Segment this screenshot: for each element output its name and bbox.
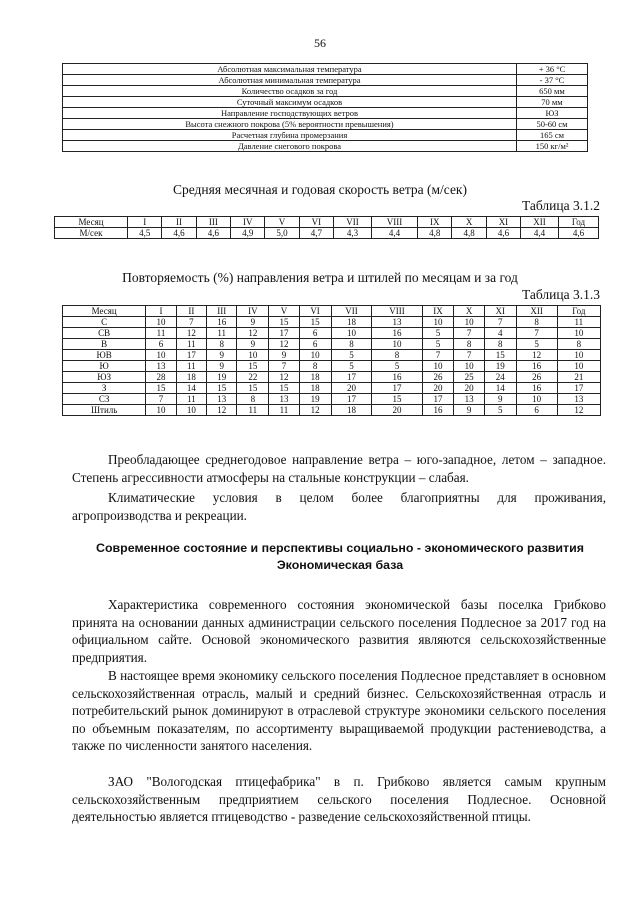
table-cell: 19 bbox=[299, 394, 331, 405]
table-cell: 10 bbox=[331, 328, 372, 339]
table-cell: ЮЗ bbox=[63, 372, 146, 383]
table-cell: 24 bbox=[484, 372, 516, 383]
table-cell: 19 bbox=[207, 372, 237, 383]
table-cell: 6 bbox=[299, 339, 331, 350]
table-cell: 15 bbox=[207, 383, 237, 394]
table-cell: 4,9 bbox=[231, 228, 265, 239]
repeatability-title: Повторяемость (%) направления ветра и штилей по месяцам и за год bbox=[122, 270, 518, 285]
table-row bbox=[63, 108, 588, 119]
table-cell: 20 bbox=[454, 383, 484, 394]
table-cell: 20 bbox=[372, 405, 422, 416]
table-cell: VIII bbox=[372, 306, 422, 317]
table-cell: 7 bbox=[484, 317, 516, 328]
table-cell: XI bbox=[486, 217, 520, 228]
table-cell: 10 bbox=[146, 405, 176, 416]
table-cell: 6 bbox=[299, 328, 331, 339]
table-cell: 8 bbox=[372, 350, 422, 361]
table-row bbox=[63, 339, 601, 350]
table-cell: 10 bbox=[422, 361, 454, 372]
table-cell: 5,0 bbox=[265, 228, 299, 239]
table-header-row bbox=[55, 217, 599, 228]
table-cell: 15 bbox=[372, 394, 422, 405]
table-cell: СВ bbox=[63, 328, 146, 339]
table-cell: 5 bbox=[372, 361, 422, 372]
table-cell: З bbox=[63, 383, 146, 394]
table-cell: 8 bbox=[207, 339, 237, 350]
table-cell: 15 bbox=[484, 350, 516, 361]
table-row bbox=[63, 383, 601, 394]
table-cell: 13 bbox=[207, 394, 237, 405]
table-cell: 21 bbox=[557, 372, 600, 383]
table-cell: V bbox=[265, 217, 299, 228]
subsection-heading: Экономическая база bbox=[276, 558, 404, 572]
table-cell: 50-60 см bbox=[517, 119, 588, 130]
table-cell: 12 bbox=[237, 328, 269, 339]
table-cell: 7 bbox=[269, 361, 299, 372]
paragraph-text: Преобладающее среднегодовое направление ветра – юго-западное, летом – западное. Степень агрессивности атмосферы на стальные конструкции – слабая. bbox=[72, 452, 606, 485]
table-cell: Суточный максимум осадков bbox=[63, 97, 517, 108]
table-cell: Абсолютная минимальная температура bbox=[63, 75, 517, 86]
table-cell: 70 мм bbox=[517, 97, 588, 108]
table-cell: 5 bbox=[422, 328, 454, 339]
table-cell: Штиль bbox=[63, 405, 146, 416]
table-cell: 12 bbox=[516, 350, 557, 361]
table-cell: 7 bbox=[422, 350, 454, 361]
table-cell: IX bbox=[422, 306, 454, 317]
table-cell: 17 bbox=[331, 372, 372, 383]
table-row bbox=[63, 119, 588, 130]
table-cell: 8 bbox=[516, 317, 557, 328]
table-cell: Количество осадков за год bbox=[63, 86, 517, 97]
table-row bbox=[63, 141, 588, 152]
table-cell: 7 bbox=[516, 328, 557, 339]
table-cell: 18 bbox=[299, 383, 331, 394]
table-cell: 12 bbox=[269, 372, 299, 383]
table-cell: 11 bbox=[269, 405, 299, 416]
table-cell: 25 bbox=[454, 372, 484, 383]
table-cell: 7 bbox=[176, 317, 206, 328]
climate-table bbox=[62, 63, 588, 152]
table-cell: 17 bbox=[422, 394, 454, 405]
table-cell: 4,6 bbox=[486, 228, 520, 239]
table-cell: Месяц bbox=[55, 217, 128, 228]
table-row bbox=[63, 350, 601, 361]
table-cell: 4,6 bbox=[162, 228, 196, 239]
table-cell: 4,4 bbox=[371, 228, 417, 239]
table-cell: 17 bbox=[372, 383, 422, 394]
table-cell: 11 bbox=[207, 328, 237, 339]
table-cell: 12 bbox=[207, 405, 237, 416]
table-cell: 13 bbox=[454, 394, 484, 405]
table-cell: 11 bbox=[176, 361, 206, 372]
section-heading: Современное состояние и перспективы социально - экономического развития bbox=[96, 541, 584, 555]
repeatability-table bbox=[62, 305, 601, 416]
table-cell: VI bbox=[299, 217, 333, 228]
table-cell: IV bbox=[231, 217, 265, 228]
table-cell: 10 bbox=[557, 361, 600, 372]
table-cell: 8 bbox=[299, 361, 331, 372]
table-cell: 4,3 bbox=[334, 228, 372, 239]
table-row bbox=[63, 130, 588, 141]
table-cell: Абсолютная максимальная температура bbox=[63, 64, 517, 75]
page-number: 56 bbox=[314, 36, 326, 50]
wind-speed-table-label: Таблица 3.1.2 bbox=[522, 198, 600, 213]
table-header-row bbox=[63, 306, 601, 317]
table-cell: 5 bbox=[331, 361, 372, 372]
paragraph bbox=[72, 596, 606, 666]
table-cell: 5 bbox=[484, 405, 516, 416]
table-cell: 17 bbox=[557, 383, 600, 394]
table-cell: 6 bbox=[146, 339, 176, 350]
table-cell: 4,6 bbox=[196, 228, 230, 239]
table-cell: II bbox=[162, 217, 196, 228]
table-cell: 9 bbox=[269, 350, 299, 361]
table-cell: V bbox=[269, 306, 299, 317]
table-cell: VII bbox=[334, 217, 372, 228]
table-cell: 4,5 bbox=[128, 228, 162, 239]
table-cell: 20 bbox=[422, 383, 454, 394]
table-cell: 17 bbox=[331, 394, 372, 405]
table-cell: Направление господствующих ветров bbox=[63, 108, 517, 119]
table-cell: VI bbox=[299, 306, 331, 317]
table-cell: 26 bbox=[516, 372, 557, 383]
table-cell: IV bbox=[237, 306, 269, 317]
table-cell: В bbox=[63, 339, 146, 350]
table-cell: 15 bbox=[269, 383, 299, 394]
table-cell: 14 bbox=[484, 383, 516, 394]
table-row bbox=[63, 394, 601, 405]
table-row bbox=[63, 97, 588, 108]
table-cell: 13 bbox=[146, 361, 176, 372]
table-cell: 10 bbox=[454, 361, 484, 372]
table-cell: 8 bbox=[331, 339, 372, 350]
paragraph-text: Характеристика современного состояния экономической базы поселка Грибково принята на основании данных администрации сельского поселения Подлесное за 2017 год на официальном сайте. Основой экономического развития являются сельскохозяйственные предприятия. bbox=[72, 597, 606, 665]
table-cell: 13 bbox=[557, 394, 600, 405]
table-cell: 10 bbox=[557, 328, 600, 339]
table-cell: IX bbox=[418, 217, 452, 228]
table-cell: 11 bbox=[557, 317, 600, 328]
table-cell: 10 bbox=[176, 405, 206, 416]
table-row bbox=[63, 361, 601, 372]
paragraph bbox=[72, 773, 606, 826]
table-cell: 16 bbox=[372, 372, 422, 383]
table-cell: XII bbox=[516, 306, 557, 317]
table-cell: 650 мм bbox=[517, 86, 588, 97]
table-cell: 11 bbox=[237, 405, 269, 416]
table-cell: 12 bbox=[299, 405, 331, 416]
table-cell: 15 bbox=[269, 317, 299, 328]
table-row bbox=[63, 86, 588, 97]
wind-speed-table bbox=[54, 216, 599, 239]
table-cell: 10 bbox=[454, 317, 484, 328]
table-cell: 150 кг/м² bbox=[517, 141, 588, 152]
table-cell: 19 bbox=[484, 361, 516, 372]
table-cell: XI bbox=[484, 306, 516, 317]
table-cell: 9 bbox=[484, 394, 516, 405]
table-cell: 5 bbox=[516, 339, 557, 350]
table-cell: 11 bbox=[176, 394, 206, 405]
table-row bbox=[63, 328, 601, 339]
table-cell: II bbox=[176, 306, 206, 317]
table-cell: 165 см bbox=[517, 130, 588, 141]
table-cell: 4,6 bbox=[558, 228, 598, 239]
table-cell: 4,8 bbox=[418, 228, 452, 239]
table-cell: 11 bbox=[146, 328, 176, 339]
table-row bbox=[63, 405, 601, 416]
table-cell: 18 bbox=[331, 317, 372, 328]
table-row bbox=[63, 372, 601, 383]
table-cell: 16 bbox=[516, 383, 557, 394]
table-cell: 8 bbox=[557, 339, 600, 350]
paragraph bbox=[72, 489, 606, 524]
table-row bbox=[63, 64, 588, 75]
table-cell: 15 bbox=[299, 317, 331, 328]
table-cell: 6 bbox=[516, 405, 557, 416]
table-cell: 18 bbox=[331, 405, 372, 416]
table-cell: 15 bbox=[237, 383, 269, 394]
table-cell: 5 bbox=[422, 339, 454, 350]
table-cell: VII bbox=[331, 306, 372, 317]
table-cell: 10 bbox=[299, 350, 331, 361]
table-cell: Год bbox=[557, 306, 600, 317]
wind-speed-title: Средняя месячная и годовая скорость ветра (м/сек) bbox=[172, 182, 467, 197]
table-cell: 28 bbox=[146, 372, 176, 383]
table-cell: 9 bbox=[237, 317, 269, 328]
table-cell: X bbox=[452, 217, 486, 228]
table-cell: 13 bbox=[269, 394, 299, 405]
table-cell: 10 bbox=[422, 317, 454, 328]
table-cell: 10 bbox=[146, 350, 176, 361]
paragraph bbox=[72, 667, 606, 755]
paragraph-text: В настоящее время экономику сельского поселения Подлесное представляет в основном сельскохозяйственная отрасль, малый и средний бизнес. Сельскохозяйственная отрасль и потребительский рынок доминируют в отраслевой структуре экономики сельского поселения по объемным показателям, по ассортименту выращиваемой продукции растениеводства, а также по численности занятого населения. bbox=[72, 668, 606, 753]
table-cell: 10 bbox=[372, 339, 422, 350]
table-cell: М/сек bbox=[55, 228, 128, 239]
table-cell: 16 bbox=[516, 361, 557, 372]
table-cell: 9 bbox=[237, 339, 269, 350]
table-cell: 8 bbox=[454, 339, 484, 350]
table-cell: 12 bbox=[269, 339, 299, 350]
table-cell: 10 bbox=[516, 394, 557, 405]
table-cell: ЮЗ bbox=[517, 108, 588, 119]
table-cell: 7 bbox=[454, 350, 484, 361]
table-row bbox=[55, 228, 599, 239]
table-cell: I bbox=[128, 217, 162, 228]
table-cell: Год bbox=[558, 217, 598, 228]
table-cell: 10 bbox=[557, 350, 600, 361]
paragraph-text: ЗАО "Вологодская птицефабрика" в п. Грибково является самым крупным сельскохозяйственным предприятием сельского поселения Подлесное. Основной деятельностью является птицеводство - разведение сельскохозяйственной птицы. bbox=[72, 774, 606, 824]
table-cell: 17 bbox=[269, 328, 299, 339]
table-cell: 20 bbox=[331, 383, 372, 394]
table-cell: С bbox=[63, 317, 146, 328]
table-cell: 16 bbox=[422, 405, 454, 416]
table-cell: 11 bbox=[176, 339, 206, 350]
table-cell: XII bbox=[521, 217, 559, 228]
table-cell: 15 bbox=[146, 383, 176, 394]
table-cell: 16 bbox=[372, 328, 422, 339]
table-cell: 16 bbox=[207, 317, 237, 328]
table-cell: 5 bbox=[331, 350, 372, 361]
table-cell: 9 bbox=[454, 405, 484, 416]
table-cell: 12 bbox=[176, 328, 206, 339]
table-cell: Давление снегового покрова bbox=[63, 141, 517, 152]
table-cell: ЮВ bbox=[63, 350, 146, 361]
table-cell: 9 bbox=[207, 361, 237, 372]
table-cell: X bbox=[454, 306, 484, 317]
table-cell: 4 bbox=[484, 328, 516, 339]
table-cell: 8 bbox=[237, 394, 269, 405]
table-cell: 14 bbox=[176, 383, 206, 394]
table-cell: 8 bbox=[484, 339, 516, 350]
table-cell: 7 bbox=[454, 328, 484, 339]
table-cell: Ю bbox=[63, 361, 146, 372]
table-cell: СЗ bbox=[63, 394, 146, 405]
table-cell: 9 bbox=[207, 350, 237, 361]
table-cell: 10 bbox=[237, 350, 269, 361]
table-cell: + 36 °С bbox=[517, 64, 588, 75]
table-cell: VIII bbox=[371, 217, 417, 228]
table-row bbox=[63, 75, 588, 86]
table-cell: 4,7 bbox=[299, 228, 333, 239]
table-cell: 26 bbox=[422, 372, 454, 383]
table-cell: 4,4 bbox=[521, 228, 559, 239]
table-row bbox=[63, 317, 601, 328]
table-cell: - 37 °С bbox=[517, 75, 588, 86]
table-cell: 15 bbox=[237, 361, 269, 372]
table-cell: Расчетная глубина промерзания bbox=[63, 130, 517, 141]
paragraph-text: Климатические условия в целом более благоприятны для проживания, агропроизводства и рекреации. bbox=[72, 490, 606, 523]
table-cell: 18 bbox=[176, 372, 206, 383]
table-cell: Месяц bbox=[63, 306, 146, 317]
repeatability-table-label: Таблица 3.1.3 bbox=[522, 287, 600, 302]
table-cell: 17 bbox=[176, 350, 206, 361]
table-cell: 13 bbox=[372, 317, 422, 328]
table-cell: 12 bbox=[557, 405, 600, 416]
table-cell: 4,8 bbox=[452, 228, 486, 239]
table-cell: 10 bbox=[146, 317, 176, 328]
table-cell: III bbox=[196, 217, 230, 228]
table-cell: III bbox=[207, 306, 237, 317]
table-cell: 18 bbox=[299, 372, 331, 383]
table-cell: 22 bbox=[237, 372, 269, 383]
paragraph bbox=[72, 451, 606, 486]
table-cell: I bbox=[146, 306, 176, 317]
table-cell: 7 bbox=[146, 394, 176, 405]
table-cell: Высота снежного покрова (5% вероятности превышения) bbox=[63, 119, 517, 130]
